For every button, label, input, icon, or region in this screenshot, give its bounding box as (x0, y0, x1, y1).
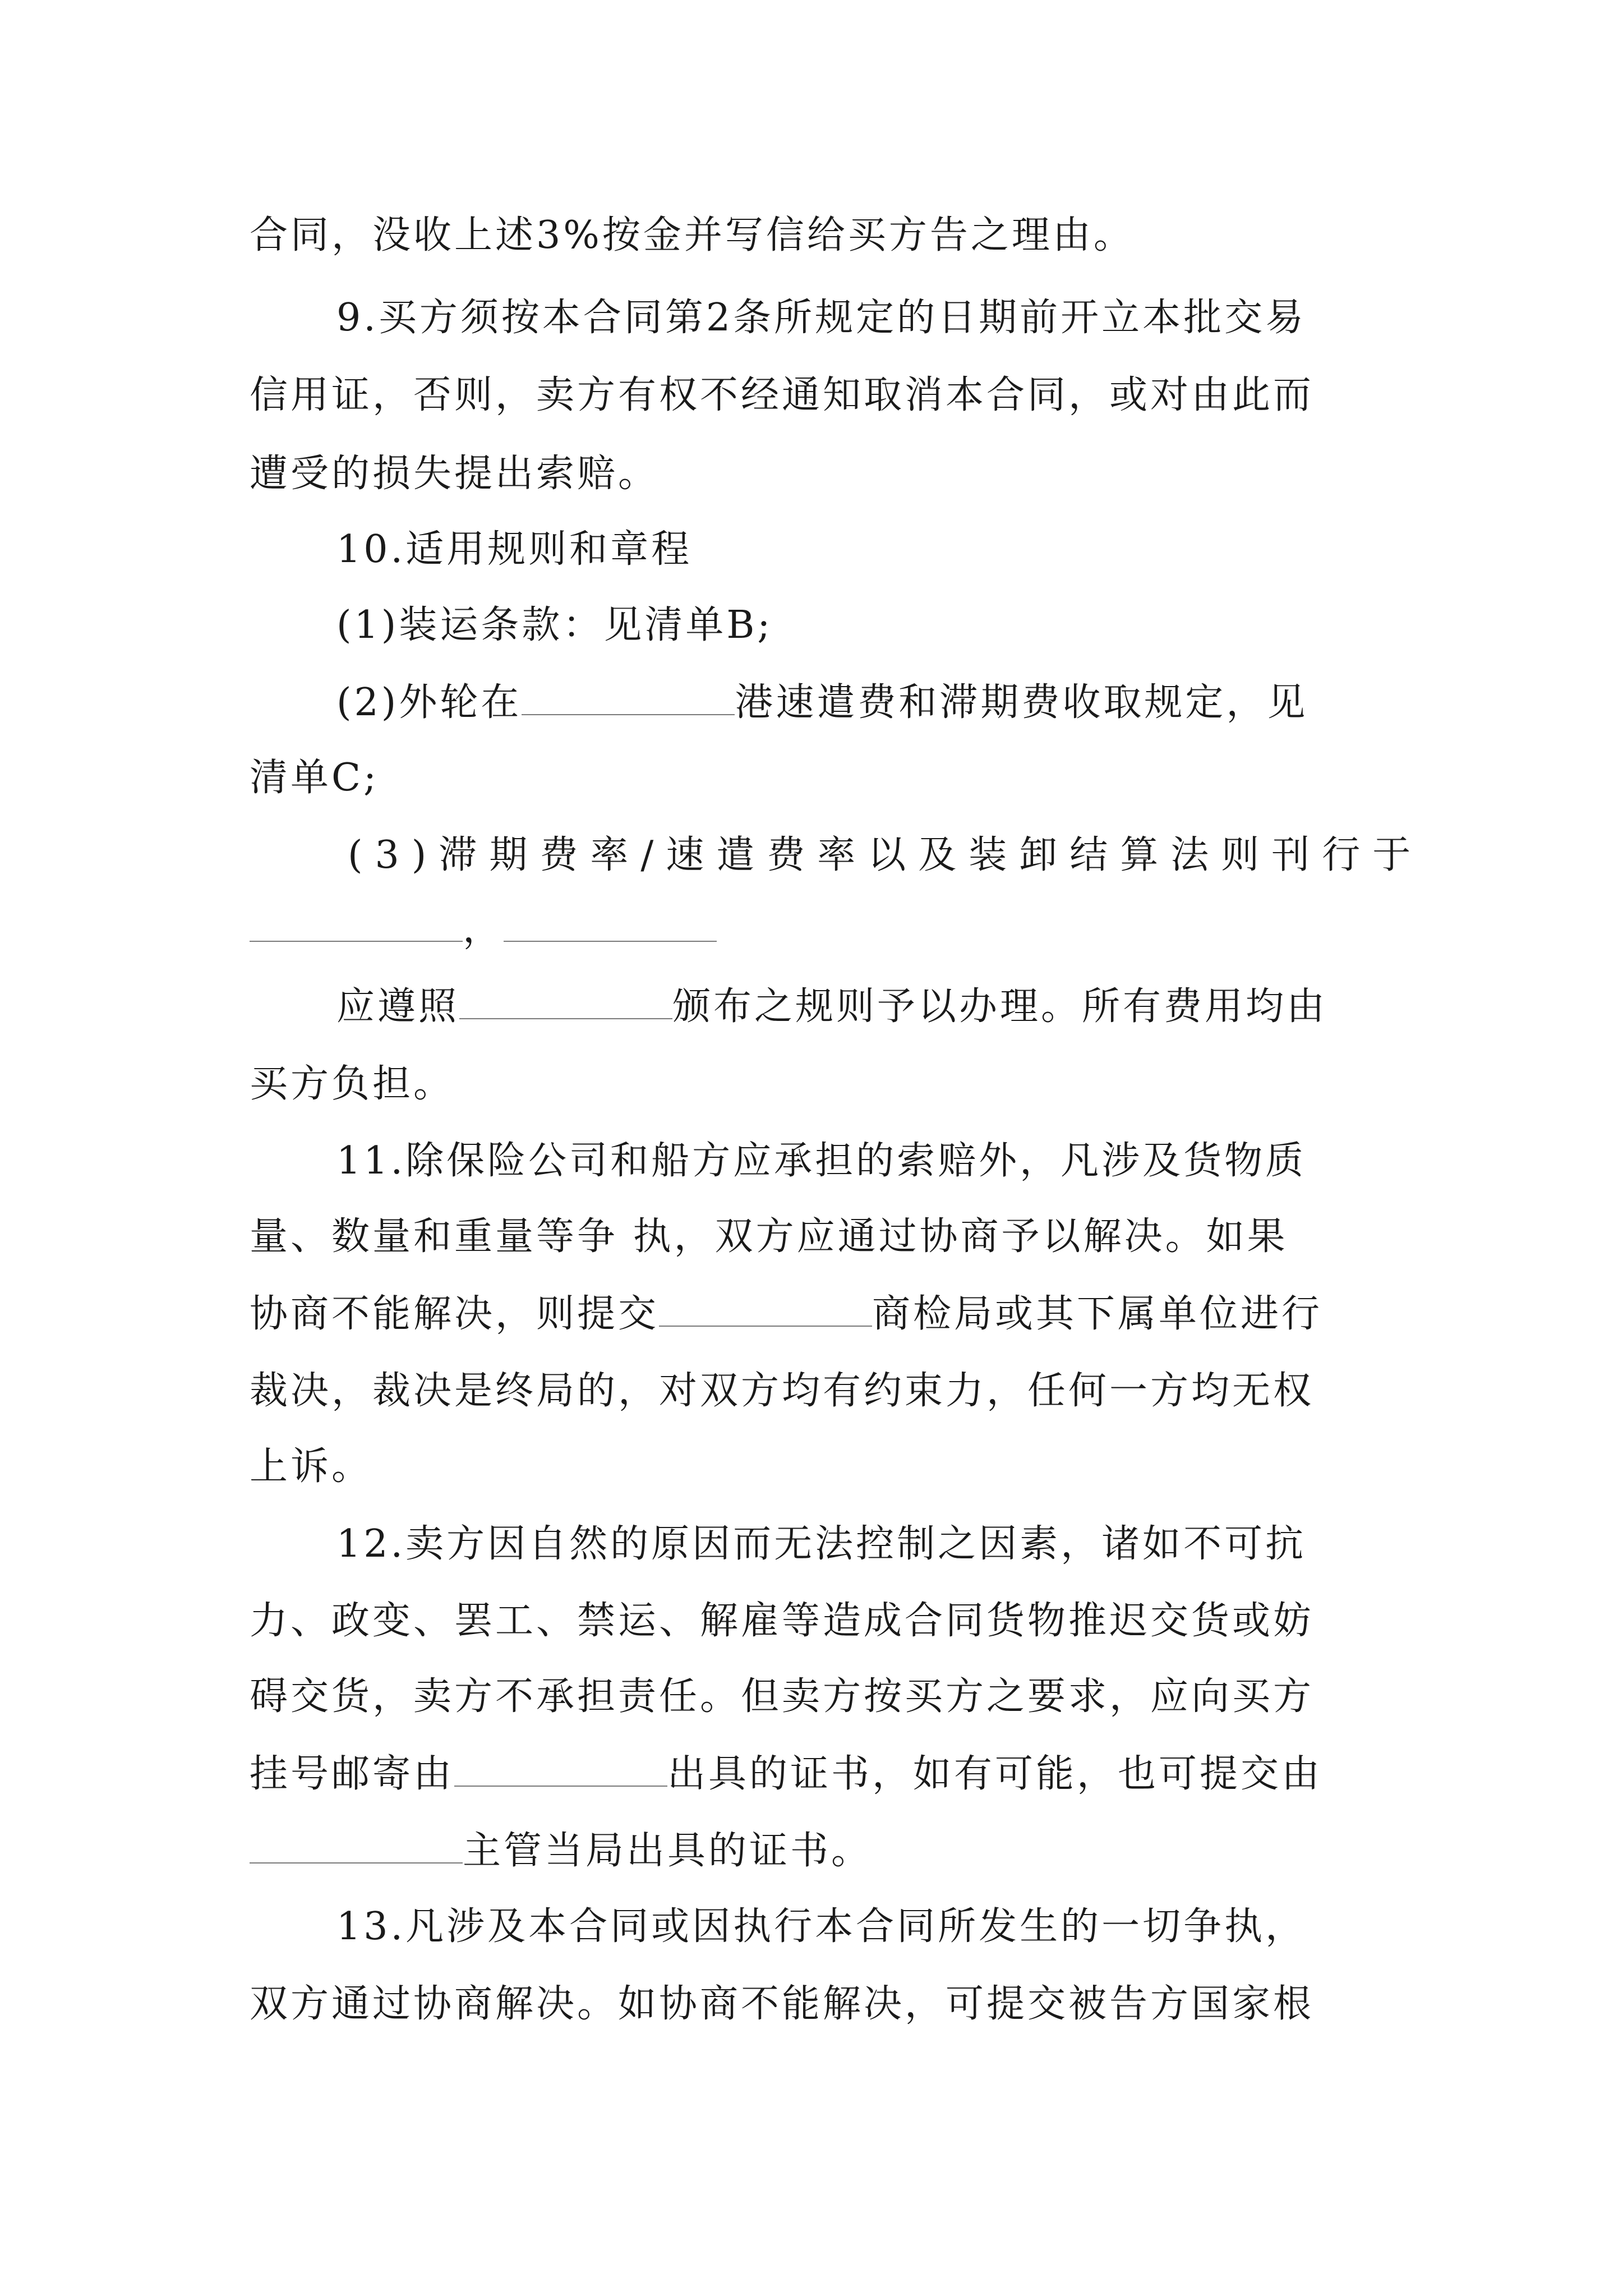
text-line (336, 678, 1308, 728)
fill-in-blank (504, 906, 717, 942)
text-line: 量、数量和重量等争 执，双方应通过协商予以解决。如果 (250, 1214, 1288, 1259)
text-segment: 协商不能解决，则提交 (250, 1292, 660, 1336)
text-line: 力、政变、罢工、禁运、解雇等造成合同货物推迟交货或妨 (250, 1599, 1315, 1643)
text-segment: 应遵照 (336, 984, 460, 1029)
fill-in-blank (454, 1751, 667, 1787)
text-segment: 主管当局出具的证书。 (463, 1829, 873, 1873)
text-line: 双方通过协商解决。如协商不能解决，可提交被告方国家根 (250, 1982, 1315, 2026)
text-segment: 出具的证书，如有可能，也可提交由 (667, 1752, 1323, 1796)
clause-12-line: 12.卖方因自然的原因而无法控制之因素，诸如不可抗 (336, 1522, 1307, 1566)
text-line (250, 904, 717, 955)
text-line: 裁决，裁决是终局的，对双方均有约束力，任何一方均无权 (250, 1369, 1315, 1413)
fill-in-blank (250, 1828, 463, 1864)
clause-10-heading: 10.适用规则和章程 (336, 527, 693, 572)
clause-11-line: 11.除保险公司和船方应承担的索赔外，凡涉及货物质 (336, 1139, 1307, 1183)
text-line: 合同，没收上述3%按金并写信给买方告之理由。 (250, 213, 1135, 257)
clause-9-line: 9.买方须按本合同第2条所规定的日期前开立本批交易 (336, 296, 1307, 340)
text-line: (1)装运条款：见清单B; (336, 603, 773, 647)
text-segment: 挂号邮寄由 (250, 1752, 455, 1796)
text-line: 买方负担。 (250, 1062, 455, 1106)
text-line (250, 1289, 1322, 1340)
text-segment: 商检局或其下属单位进行 (872, 1292, 1323, 1336)
fill-in-blank (250, 906, 463, 942)
text-line (250, 1749, 1322, 1800)
text-segment: 颁布之规则予以办理。所有费用均由 (672, 984, 1328, 1029)
text-line (336, 982, 1327, 1032)
text-line (250, 1826, 872, 1876)
text-line: (3)滞期费率/速遣费率以及装卸结算法则刊行于 (348, 833, 1423, 877)
text-line: 上诉。 (250, 1444, 373, 1489)
fill-in-blank (659, 1291, 872, 1327)
text-line: 信用证，否则，卖方有权不经通知取消本合同，或对由此而 (250, 373, 1315, 417)
text-segment: 港速遣费和滞期费收取规定，见 (735, 680, 1308, 725)
fill-in-blank (459, 983, 672, 1019)
text-line: 碍交货，卖方不承担责任。但卖方按买方之要求，应向买方 (250, 1674, 1315, 1719)
text-segment: (2)外轮在 (336, 680, 522, 725)
text-line: 遭受的损失提出索赔。 (250, 452, 660, 496)
clause-13-line: 13.凡涉及本合同或因执行本合同所发生的一切争执， (336, 1904, 1307, 1949)
fill-in-blank (522, 679, 735, 715)
text-segment: ， (463, 907, 504, 951)
text-line: 清单C; (250, 756, 379, 800)
